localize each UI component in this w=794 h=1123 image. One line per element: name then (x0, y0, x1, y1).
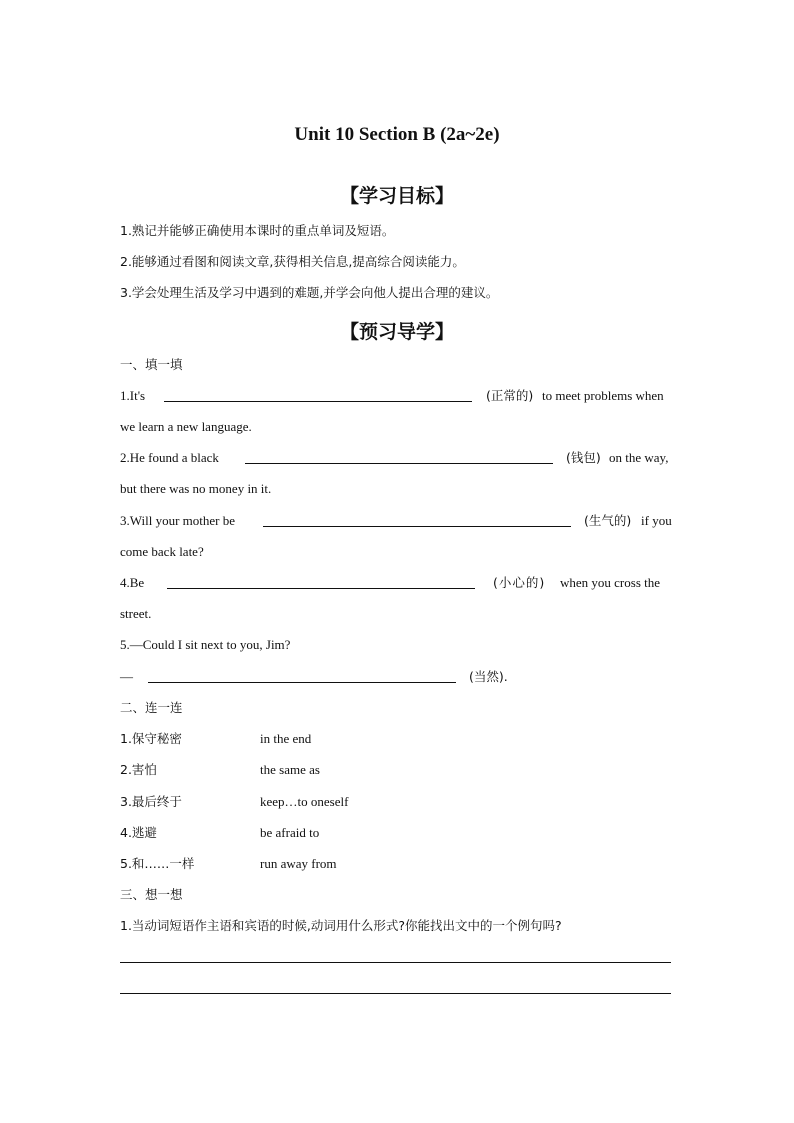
match-row-4 (120, 823, 675, 843)
q4-hint: (小心的) (493, 575, 546, 590)
q5-dash: — (120, 669, 133, 684)
q2-answer-blank[interactable] (245, 463, 553, 464)
q3-prefix: 3.Will your mother be (120, 513, 236, 528)
objective-item-3: 3.学会处理生活及学习中遇到的难题,并学会向他人提出合理的建议。 (120, 285, 499, 300)
q1-hint: (正常的) (486, 388, 534, 403)
part1-title: 一、填一填 (120, 357, 183, 372)
preview-heading: 【预习导学】 (339, 321, 454, 343)
match-left-1[interactable]: 1.保守秘密 (120, 731, 182, 746)
q1-continuation: we learn a new language. (120, 419, 252, 434)
answer-write-line-2[interactable] (120, 993, 671, 994)
q4-prefix: 4.Be (120, 575, 145, 590)
fill-question-5: 5.—Could I sit next to you, Jim? (120, 637, 291, 652)
fill-question-1 (120, 386, 675, 406)
q3-continuation: come back late? (120, 544, 204, 559)
q4-suffix: when you cross the (560, 575, 661, 590)
answer-write-line-1[interactable] (120, 962, 671, 963)
fill-question-3 (120, 511, 675, 531)
match-right-3[interactable]: keep…to oneself (260, 794, 349, 809)
q5-hint: (当然). (469, 669, 508, 684)
match-right-4[interactable]: be afraid to (260, 825, 320, 840)
match-left-4[interactable]: 4.逃避 (120, 825, 157, 840)
part2-title: 二、连一连 (120, 700, 183, 715)
fill-question-4 (120, 573, 675, 593)
page-title: Unit 10 Section B (2a~2e) (294, 124, 500, 145)
think-question-1: 1.当动词短语作主语和宾语的时候,动词用什么形式?你能找出文中的一个例句吗? (120, 918, 562, 933)
q2-suffix: on the way, (609, 450, 669, 465)
q5-answer-line (120, 667, 675, 687)
match-right-1[interactable]: in the end (260, 731, 312, 746)
match-row-1 (120, 729, 675, 749)
match-left-3[interactable]: 3.最后终于 (120, 794, 182, 809)
part3-title: 三、想一想 (120, 887, 183, 902)
match-right-5[interactable]: run away from (260, 856, 337, 871)
objectives-heading: 【学习目标】 (339, 185, 454, 207)
objective-item-1: 1.熟记并能够正确使用本课时的重点单词及短语。 (120, 223, 395, 238)
q3-answer-blank[interactable] (263, 526, 571, 527)
match-row-5 (120, 854, 675, 874)
q1-prefix: 1.It's (120, 388, 146, 403)
q3-suffix: if you (641, 513, 672, 528)
q4-continuation: street. (120, 606, 152, 621)
q3-hint: (生气的) (584, 513, 632, 528)
q2-hint: (钱包) (566, 450, 601, 465)
match-row-3 (120, 792, 675, 812)
q2-prefix: 2.He found a black (120, 450, 219, 465)
q2-continuation: but there was no money in it. (120, 481, 272, 496)
q5-answer-blank[interactable] (148, 682, 456, 683)
q4-answer-blank[interactable] (167, 588, 475, 589)
fill-question-2 (120, 448, 675, 468)
match-row-2 (120, 760, 675, 780)
objective-item-2: 2.能够通过看图和阅读文章,获得相关信息,提高综合阅读能力。 (120, 254, 465, 269)
q1-answer-blank[interactable] (164, 401, 472, 402)
match-left-2[interactable]: 2.害怕 (120, 762, 157, 777)
match-left-5[interactable]: 5.和……一样 (120, 856, 195, 871)
q1-suffix: to meet problems when (542, 388, 664, 403)
match-right-2[interactable]: the same as (260, 762, 320, 777)
